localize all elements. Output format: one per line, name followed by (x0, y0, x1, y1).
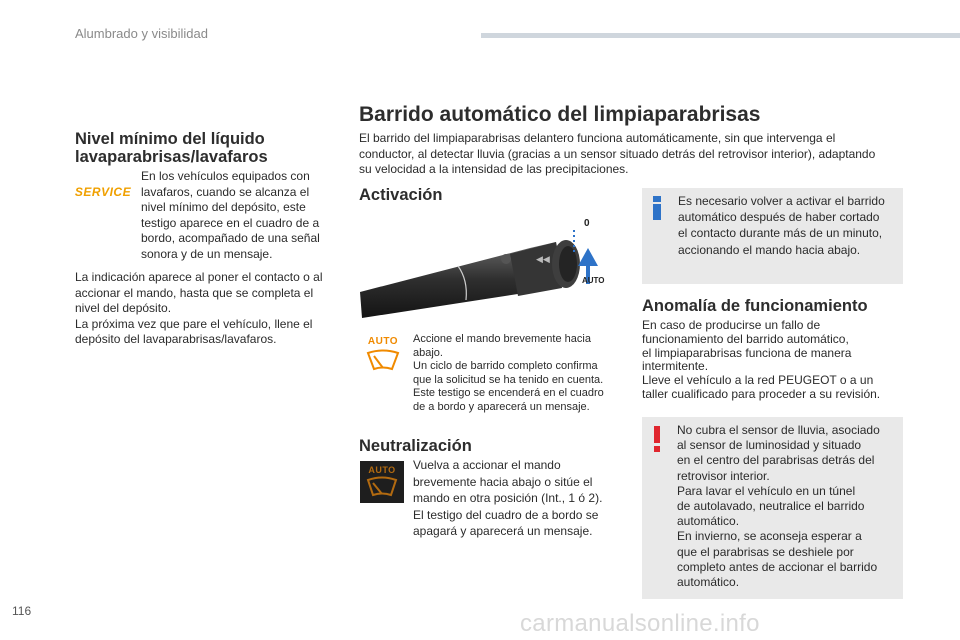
activation-text-line: Este testigo se encenderá en el cuadro (413, 387, 604, 400)
anomaly-text-line: el limpiaparabrisas funciona de manera (642, 345, 852, 360)
auto-badge-text: AUTO (367, 336, 399, 347)
info-text-line: el contacto durante más de un minuto, (678, 226, 883, 241)
service-text (141, 169, 341, 263)
service-text-line: testigo aparece en el cuadro de a (141, 215, 320, 230)
neutralization-heading: Neutralización (359, 437, 472, 455)
anomaly-text-line: intermitente. (642, 359, 709, 374)
wiper-symbol-icon (362, 347, 404, 373)
service-text-line: lavafaros, cuando se alcanza el (141, 184, 310, 199)
intro-line: su velocidad a la intensidad de las precipitaciones. (359, 162, 629, 177)
activation-text-line: Accione el mando brevemente hacia (413, 333, 591, 345)
neutral-text-line: Vuelva a accionar el mando (413, 458, 561, 472)
neutral-text-line: El testigo del cuadro de a bordo se (413, 507, 599, 522)
anomaly-text (642, 319, 912, 402)
header-bar (481, 33, 960, 38)
warning-text-line: completo antes de accionar el barrido (677, 559, 878, 574)
warning-icon (653, 426, 661, 452)
info-text-line: automático después de haber cortado (678, 210, 880, 225)
wiper-stalk-illustration (360, 214, 616, 318)
warning-text-line: que el parabrisas se deshiele por (677, 544, 854, 559)
info-note-text (678, 193, 900, 258)
service-text-line: bordo, acompañado de una señal (141, 231, 320, 246)
service-text-line: nivel mínimo del depósito, este (141, 200, 306, 215)
warning-text-line: Para lavar el vehículo en un túnel (677, 483, 856, 498)
wiper-stalk-drawing (360, 214, 616, 318)
activation-text (413, 333, 623, 415)
paragraph-line: nivel del depósito. (75, 301, 172, 316)
warning-note-box (642, 417, 903, 599)
wiper-symbol-dim-icon (360, 475, 404, 499)
info-text-line: accionando el mando hacia abajo. (678, 242, 861, 257)
warning-text-line: automático. (677, 575, 740, 590)
service-text-line: En los vehículos equipados con (141, 169, 310, 183)
warning-text-line: al sensor de luminosidad y situado (677, 438, 862, 453)
neutral-text-line: apagará y aparecerá un mensaje. (413, 524, 593, 539)
warning-text-line: automático. (677, 514, 740, 529)
watermark: carmanualsonline.info (520, 610, 760, 637)
paragraph-line: depósito del lavaparabrisas/lavafaros. (75, 332, 277, 347)
neutral-badge-text: AUTO (368, 465, 396, 475)
activation-text-line: que la solicitud se ha tenido en cuenta. (413, 373, 604, 386)
warning-text-line: En invierno, se aconseja esperar a (677, 529, 862, 544)
intro-text (359, 131, 919, 178)
activation-text-line: Un ciclo de barrido completo confirma (413, 360, 598, 373)
intro-line: conductor, al detectar lluvia (gracias a un sensor situado detrás del retrovisor interior), adaptando (359, 146, 876, 161)
service-text-line: sonora y de un mensaje. (141, 246, 273, 261)
service-warning-icon (74, 182, 132, 202)
washer-level-heading-line2: lavaparabrisas/lavafaros (75, 148, 268, 166)
warning-text-line: No cubra el sensor de lluvia, asociado (677, 423, 880, 437)
info-note-box (642, 188, 903, 284)
info-icon (652, 196, 662, 222)
warning-note-text (677, 423, 901, 590)
anomaly-text-line: funcionamiento del barrido automático, (642, 331, 849, 346)
anomaly-text-line: En caso de producirse un fallo de (642, 318, 821, 332)
section-title: Alumbrado y visibilidad (75, 26, 208, 41)
neutral-text-line: mando en otra posición (Int., 1 ó 2). (413, 491, 603, 506)
neutralization-text (413, 457, 623, 540)
anomaly-heading: Anomalía de funcionamiento (642, 297, 868, 315)
stalk-zero-label: 0 (584, 218, 590, 229)
activation-heading: Activación (359, 186, 443, 204)
svg-text:◀◀: ◀◀ (536, 254, 550, 264)
auto-wiper-off-indicator-icon (360, 461, 404, 503)
paragraph-line: La indicación aparece al poner el contacto o al (75, 270, 323, 284)
neutral-text-line: brevemente hacia abajo o sitúe el (413, 474, 593, 489)
activation-text-line: de a bordo y aparecerá un mensaje. (413, 400, 590, 413)
warning-text-line: de autolavado, neutralice el barrido (677, 499, 865, 514)
washer-level-heading-line1: Nivel mínimo del líquido (75, 130, 265, 148)
auto-wiper-indicator-icon (362, 336, 404, 376)
service-badge-text: SERVICE (74, 185, 132, 199)
anomaly-text-line: Lleve el vehículo a la red PEUGEOT o a un (642, 373, 874, 388)
paragraph-line: La próxima vez que pare el vehículo, llene el (75, 316, 313, 331)
stalk-auto-label: AUTO (582, 276, 605, 285)
activation-text-line: abajo. (413, 346, 443, 359)
washer-level-paragraph (75, 270, 347, 348)
info-text-line: Es necesario volver a activar el barrido (678, 194, 885, 208)
intro-line: El barrido del limpiaparabrisas delantero funciona automáticamente, sin que intervenga el (359, 131, 836, 145)
washer-level-heading (75, 130, 345, 166)
page-number: 116 (12, 604, 32, 618)
anomaly-text-line: taller cualificado para proceder a su revisión. (642, 386, 881, 401)
page-title: Barrido automático del limpiaparabrisas (359, 103, 761, 126)
warning-text-line: retrovisor interior. (677, 468, 770, 483)
warning-text-line: en el centro del parabrisas detrás del (677, 453, 875, 468)
paragraph-line: accionar el mando, hasta que se completa el (75, 285, 314, 300)
